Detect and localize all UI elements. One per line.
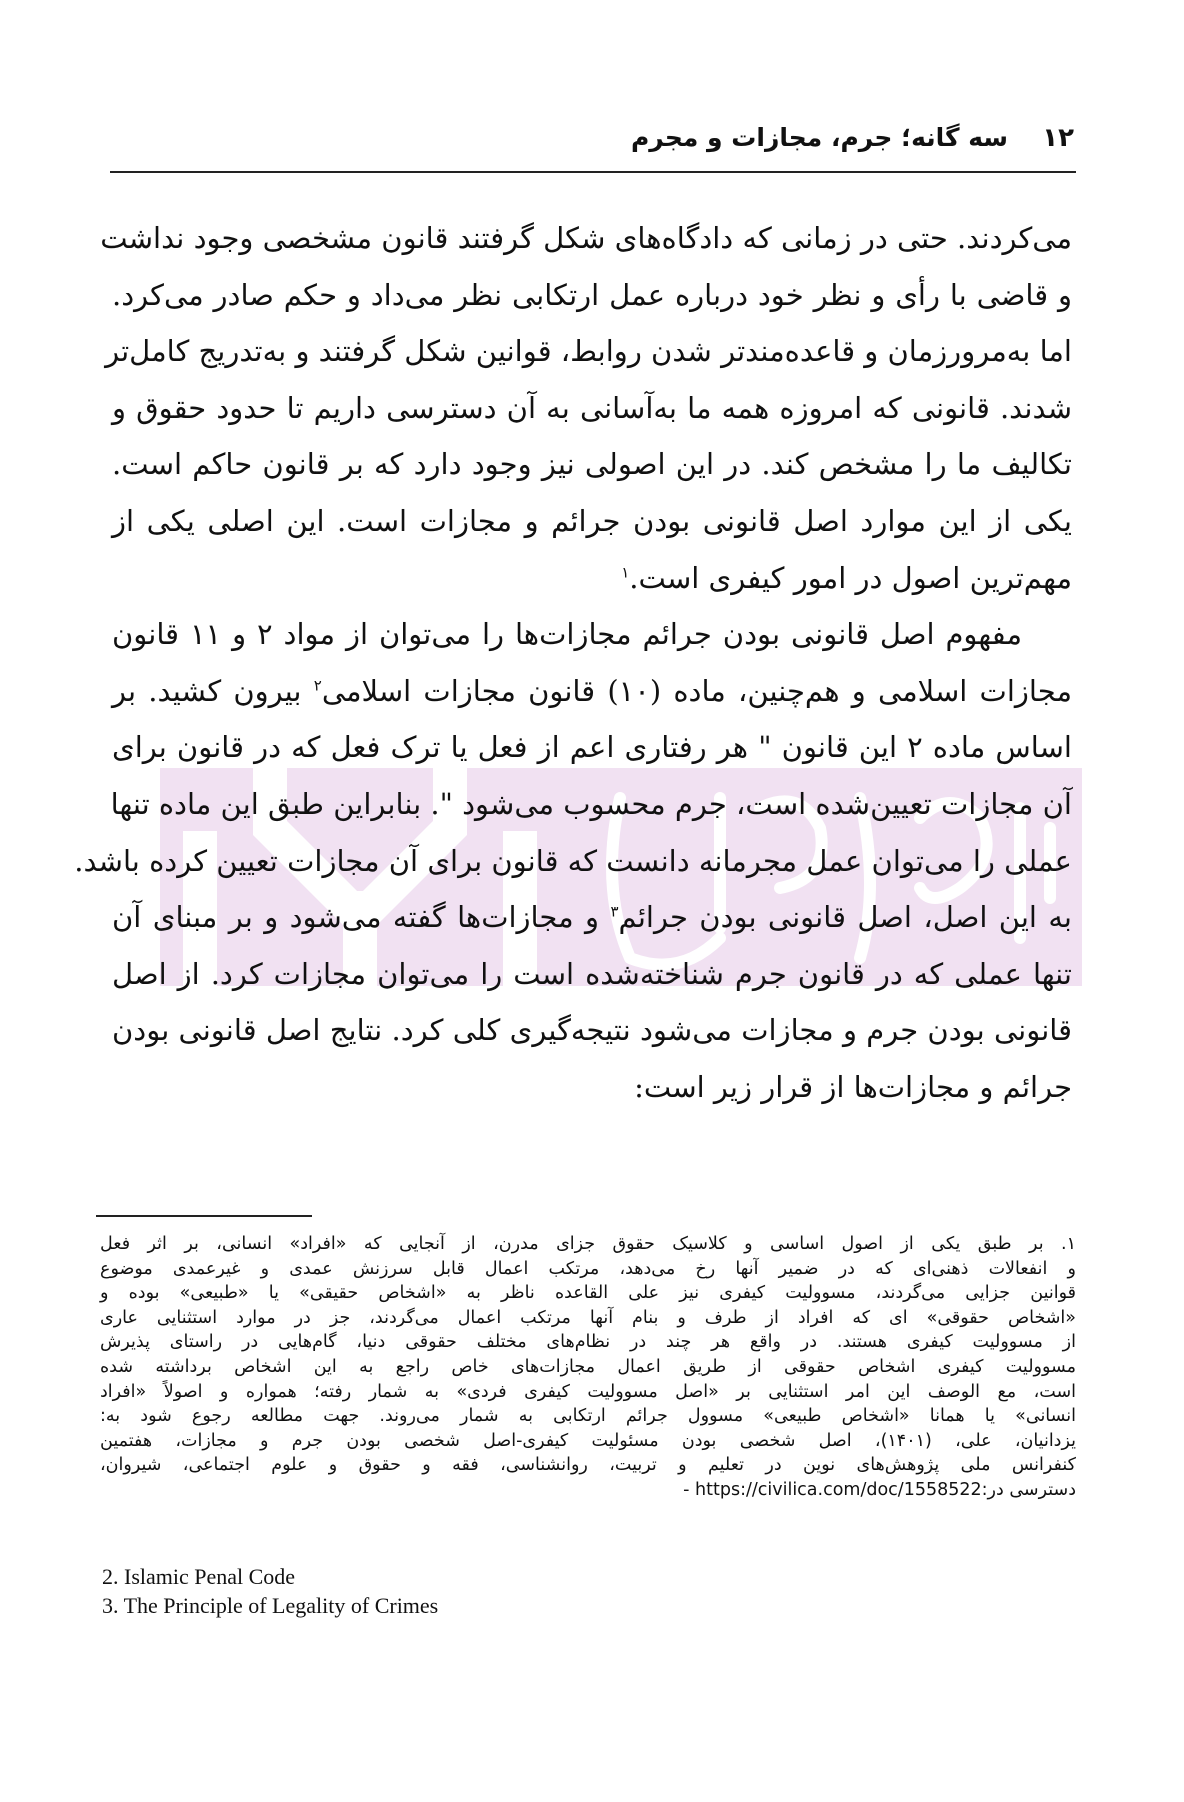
body-line: قانونی بودن جرم و مجازات می‌شود نتیجه‌گیری کلی کرد. نتایج اصل قانونی بودن <box>112 1013 1072 1048</box>
footnote-line: مسوولیت کیفری اشخاص حقوقی از طریق اعمال مجازات‌های خاص راجع به این اشخاص برداشته شده <box>100 1356 1076 1377</box>
body-line: شدند. قانونی که امروزه همه ما به‌آسانی به آن دسترسی داریم تا حدود حقوق و <box>112 390 1072 425</box>
page-header <box>108 118 1074 158</box>
body-line: آن مجازات تعیین‌شده است، جرم محسوب می‌شود ". بنابراین طبق این ماده تنها <box>110 786 1072 821</box>
footnotes-english <box>102 1562 438 1620</box>
footnote-access-line <box>100 1478 1076 1503</box>
footnote-ref-3[interactable]: ۳ <box>610 902 619 921</box>
access-label: دسترسی در: <box>981 1479 1076 1500</box>
footnote-line: قوانین جزایی می‌گردند، مسوولیت کیفری نیز علی القاعده ناظر به «اشخاص حقیقی» یا «طبیعی» بوده و <box>100 1283 1076 1304</box>
body-line-text: مجازات اسلامی و هم‌چنین، ماده (۱۰) قانون مجازات اسلامی <box>321 673 1072 708</box>
body-line: اساس ماده ۲ این قانون " هر رفتاری اعم از فعل یا ترک فعل که در قانون برای <box>112 730 1072 765</box>
footnote-line: کنفرانس ملی پژوهش‌های نوین در تعلیم و تربیت، روانشناسی، فقه و حقوق و علوم اجتماعی، شیروان، <box>100 1455 1076 1476</box>
access-url-link[interactable]: https://civilica.com/doc/1558522 <box>695 1479 982 1500</box>
footnote-line: انسانی» یا همانا «اشخاص طبیعی» مسوول جرائم ارتکابی به شمار می‌روند. جهت مطالعه رجوع شود به: <box>100 1406 1076 1427</box>
body-line: اما به‌مرورزمان و قاعده‌مندتر شدن روابط، قوانین شکل گرفتند و به‌تدریج کامل‌تر <box>105 334 1072 369</box>
body-line-text: به این اصل، اصل قانونی بودن جرائم <box>618 900 1072 935</box>
body-line: تکالیف ما را مشخص کند. در این اصولی نیز وجود دارد که بر قانون حاکم است. <box>112 447 1072 482</box>
body-line: عملی را می‌توان عمل مجرمانه دانست که قانون برای آن مجازات تعیین کرده باشد. <box>74 843 1072 878</box>
body-text <box>74 210 1072 1116</box>
body-line: مفهوم اصل قانونی بودن جرائم مجازات‌ها را می‌توان از مواد ۲ و ۱۱ قانون <box>112 617 1022 652</box>
footnote-ref-2[interactable]: ۲ <box>313 676 322 695</box>
footnote-2: 2. Islamic Penal Code <box>102 1564 296 1589</box>
footnote-line: یزدانیان، علی، (۱۴۰۱)، اصل شخصی بودن مسئولیت کیفری-اصل شخصی بودن جرم و مجازات، هفتمین <box>100 1430 1077 1451</box>
body-line-text: و مجازات‌ها گفته می‌شود و بر مبنای آن <box>112 900 600 935</box>
body-line-text: بیرون کشید. بر <box>112 673 302 708</box>
footnote-1 <box>100 1232 1076 1503</box>
body-line: تنها عملی که در قانون جرم شناخته‌شده است را می‌توان مجازات کرد. از اصل <box>112 956 1072 991</box>
body-line: و قاضی با رأی و نظر خود درباره عمل ارتکابی نظر می‌داد و حکم صادر می‌کرد. <box>112 277 1072 312</box>
body-line <box>112 889 1072 946</box>
body-line <box>112 550 1072 607</box>
footnote-line: ۱. بر طبق یکی از اصول اساسی و کلاسیک حقوق جزای مدرن، از آنجایی که «افراد» انسانی، بر اثر فعل <box>100 1234 1076 1254</box>
body-line: یکی از این موارد اصل قانونی بودن جرائم و مجازات است. این اصلی یکی از <box>112 503 1072 538</box>
footnote-line: از مسوولیت کیفری هستند. در واقع هر چند در نظام‌های مختلف حقوقی دنیا، گام‌هایی در راستای پذیرش <box>100 1332 1076 1353</box>
body-line: جرائم و مجازات‌ها از قرار زیر است: <box>634 1069 1072 1104</box>
header-rule <box>110 171 1076 173</box>
body-line <box>112 663 1072 720</box>
body-line: می‌کردند. حتی در زمانی که دادگاه‌های شکل گرفتند قانون مشخصی وجود نداشت <box>100 221 1072 255</box>
footnote-line: «اشخاص حقوقی» ای که افراد از طرف و بنام آنها مرتکب اعمال می‌گردند، جز در موارد استثنایی عاری <box>100 1307 1076 1328</box>
access-dash: - <box>683 1479 690 1500</box>
page-number: ۱۲ <box>1042 123 1074 153</box>
footnote-3: 3. The Principle of Legality of Crimes <box>102 1593 439 1618</box>
footnote-line: است، مع الوصف این امر استثنایی بر «اصل مسوولیت کیفری فردی» به شمار رفته؛ همواره و اصولاً «افراد <box>100 1381 1076 1402</box>
footnote-separator <box>96 1215 312 1217</box>
running-title: سه گانه؛ جرم، مجازات و مجرم <box>630 123 1008 152</box>
body-line-text: مهم‌ترین اصول در امور کیفری است. <box>629 560 1072 595</box>
footnote-line: و انفعالات ذهنی‌ای که در ضمیر آنها رخ می‌دهد، مرتکب اعمال قابل سرزنش عمدی و غیرعمدی موضوع <box>100 1258 1076 1279</box>
footnote-ref-1[interactable]: ۱ <box>621 562 630 581</box>
